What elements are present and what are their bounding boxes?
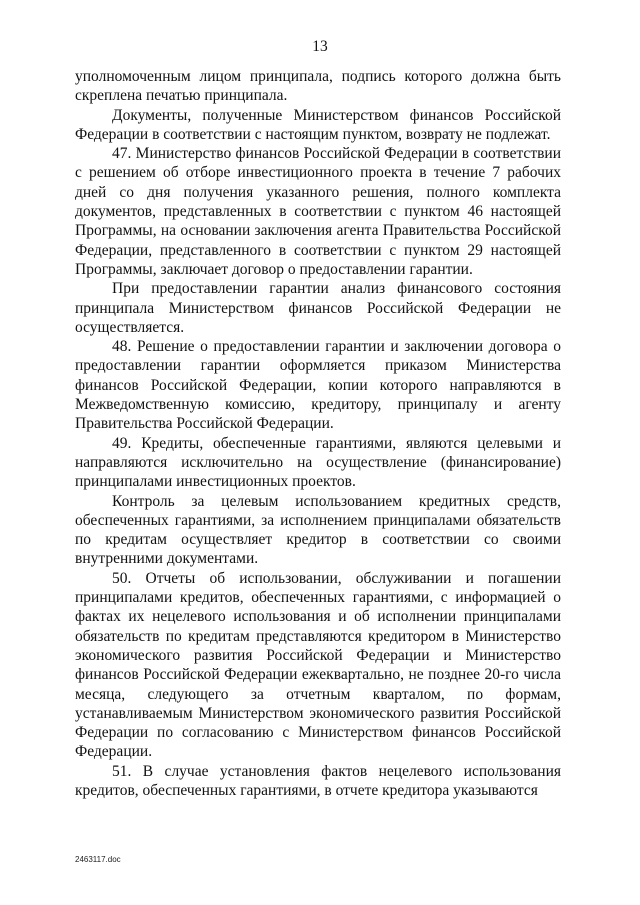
paragraph-documents-return: Документы, полученные Министерством финансов Российской Федерации в соответствии с настоящим пунктом, возврату не подлежат. bbox=[75, 106, 561, 143]
footer-filename: 2463117.doc bbox=[75, 855, 121, 864]
paragraph-50: 50. Отчеты об использовании, обслуживании и погашении принципалами кредитов, обеспеченных гарантиями, с информацией о фактах их нецелевого использования и об исполнении принципалами обязательств по кредитам представляются кредитором в Министерство экономического развития Российской Федерации и Министерство финансов Российской Федерации ежеквартально, не позднее 20-го числа месяца, следующего за отчетным кварталом, по формам, устанавливаемым Министерством экономического развития Российской Федерации по согласованию с Министерством финансов Российской Федерации. bbox=[75, 569, 561, 761]
document-body bbox=[75, 67, 561, 800]
paragraph-continuation: уполномоченным лицом принципала, подпись которого должна быть скреплена печатью принципала. bbox=[75, 68, 561, 105]
page-number: 13 bbox=[312, 38, 328, 55]
paragraph-financial-analysis: При предоставлении гарантии анализ финансового состояния принципала Министерством финансов Российской Федерации не осуществляется. bbox=[75, 280, 561, 336]
paragraph-control: Контроль за целевым использованием кредитных средств, обеспеченных гарантиями, за исполнением принципалами обязательств по кредитам осуществляет кредитор в соответствии со своими внутренними документами. bbox=[75, 492, 561, 568]
paragraph-48: 48. Решение о предоставлении гарантии и заключении договора о предоставлении гарантии оформляется приказом Министерства финансов Российской Федерации, копии которого направляются в Межведомственную комиссию, кредитору, принципалу и агенту Правительства Российской Федерации. bbox=[75, 338, 561, 433]
paragraph-47: 47. Министерство финансов Российской Федерации в соответствии с решением об отборе инвестиционного проекта в течение 7 рабочих дней со дня получения указанного решения, полного комплекта документов, представленных в соответствии с пунктом 46 настоящей Программы, на основании заключения агента Правительства Российской Федерации, представленного в соответствии с пунктом 29 настоящей Программы, заключает договор о предоставлении гарантии. bbox=[75, 145, 561, 278]
paragraph-49: 49. Кредиты, обеспеченные гарантиями, являются целевыми и направляются исключительно на осуществление (финансирование) принципалами инвестиционных проектов. bbox=[75, 434, 561, 491]
paragraph-51: 51. В случае установления фактов нецелевого использования кредитов, обеспеченных гарантиями, в отчете кредитора указываются bbox=[75, 762, 561, 799]
